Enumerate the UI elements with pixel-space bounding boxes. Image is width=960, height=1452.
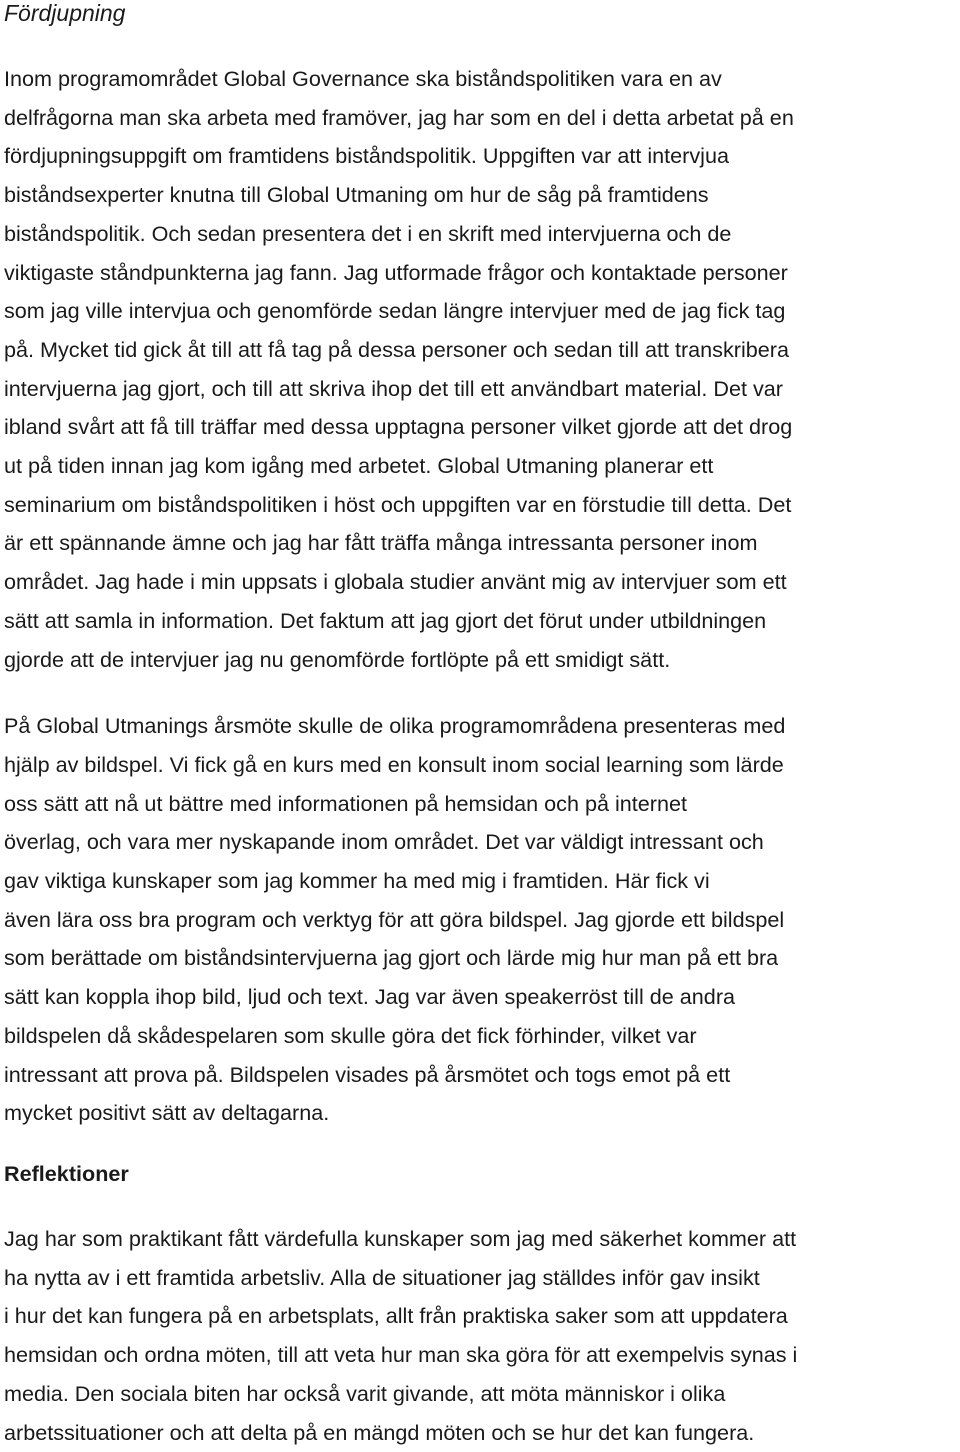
text-line: arbetssituationer och att delta på en mängd möten och se hur det kan fungera. <box>4 1414 956 1452</box>
text-line: överlag, och vara mer nyskapande inom området. Det var väldigt intressant och <box>4 823 956 862</box>
text-line: Jag har som praktikant fått värdefulla kunskaper som jag med säkerhet kommer att <box>4 1220 956 1259</box>
text-line: ut på tiden innan jag kom igång med arbetet. Global Utmaning planerar ett <box>4 447 956 486</box>
text-line: ha nytta av i ett framtida arbetsliv. Alla de situationer jag ställdes inför gav insikt <box>4 1259 956 1298</box>
paragraph-reflektioner <box>4 1220 956 1452</box>
text-line: ibland svårt att få till träffar med dessa upptagna personer vilket gjorde att det drog <box>4 408 956 447</box>
paragraph-fordjupning-1 <box>4 60 956 679</box>
text-line: biståndspolitik. Och sedan presentera det i en skrift med intervjuerna och de <box>4 215 956 254</box>
text-line: hemsidan och ordna möten, till att veta hur man ska göra för att exempelvis synas i <box>4 1336 956 1375</box>
text-line: även lära oss bra program och verktyg för att göra bildspel. Jag gjorde ett bildspel <box>4 901 956 940</box>
text-line: sätt att samla in information. Det faktum att jag gjort det förut under utbildningen <box>4 602 956 641</box>
text-line: i hur det kan fungera på en arbetsplats, allt från praktiska saker som att uppdatera <box>4 1297 956 1336</box>
text-line: media. Den sociala biten har också varit givande, att möta människor i olika <box>4 1375 956 1414</box>
text-line: bildspelen då skådespelaren som skulle göra det fick förhinder, vilket var <box>4 1017 956 1056</box>
paragraph-fordjupning-2 <box>4 707 956 1133</box>
text-line: oss sätt att nå ut bättre med informationen på hemsidan och på internet <box>4 785 956 824</box>
text-line: Inom programområdet Global Governance ska biståndspolitiken vara en av <box>4 60 956 99</box>
text-line: intervjuerna jag gjort, och till att skriva ihop det till ett användbart material. Det var <box>4 370 956 409</box>
document-heading: Fördjupning <box>4 0 956 26</box>
text-line: är ett spännande ämne och jag har fått träffa många intressanta personer inom <box>4 524 956 563</box>
text-line: på. Mycket tid gick åt till att få tag på dessa personer och sedan till att transkribera <box>4 331 956 370</box>
text-line: som jag ville intervjua och genomförde sedan längre intervjuer med de jag fick tag <box>4 292 956 331</box>
section-heading-reflektioner: Reflektioner <box>4 1161 956 1187</box>
text-line: seminarium om biståndspolitiken i höst och uppgiften var en förstudie till detta. Det <box>4 486 956 525</box>
text-line: fördjupningsuppgift om framtidens biståndspolitik. Uppgiften var att intervjua <box>4 137 956 176</box>
text-line: viktigaste ståndpunkterna jag fann. Jag utformade frågor och kontaktade personer <box>4 254 956 293</box>
text-line: området. Jag hade i min uppsats i globala studier använt mig av intervjuer som ett <box>4 563 956 602</box>
text-line: intressant att prova på. Bildspelen visades på årsmötet och togs emot på ett <box>4 1056 956 1095</box>
text-line: mycket positivt sätt av deltagarna. <box>4 1094 956 1133</box>
text-line: delfrågorna man ska arbeta med framöver, jag har som en del i detta arbetat på en <box>4 99 956 138</box>
text-line: som berättade om biståndsintervjuerna jag gjort och lärde mig hur man på ett bra <box>4 939 956 978</box>
text-line: sätt kan koppla ihop bild, ljud och text. Jag var även speakerröst till de andra <box>4 978 956 1017</box>
text-line: biståndsexperter knutna till Global Utmaning om hur de såg på framtidens <box>4 176 956 215</box>
text-line: gjorde att de intervjuer jag nu genomförde fortlöpte på ett smidigt sätt. <box>4 641 956 680</box>
text-line: hjälp av bildspel. Vi fick gå en kurs med en konsult inom social learning som lärde <box>4 746 956 785</box>
text-line: gav viktiga kunskaper som jag kommer ha med mig i framtiden. Här fick vi <box>4 862 956 901</box>
document-page <box>4 0 956 1452</box>
text-line: På Global Utmanings årsmöte skulle de olika programområdena presenteras med <box>4 707 956 746</box>
